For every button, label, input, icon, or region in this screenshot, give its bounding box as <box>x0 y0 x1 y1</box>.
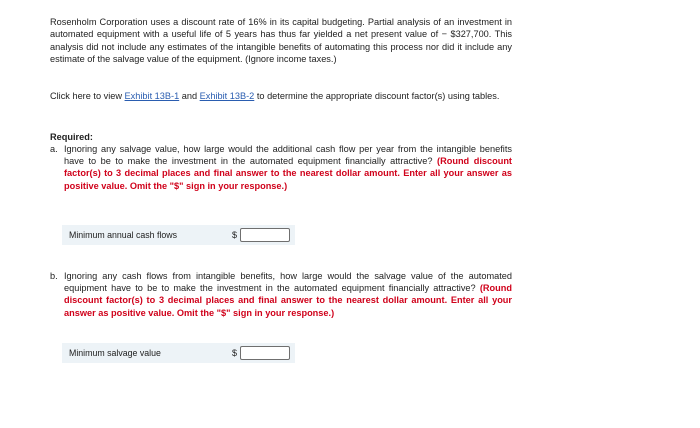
exhibit-middle: and <box>179 90 200 101</box>
question-a <box>50 143 512 192</box>
exhibit-13b-1-link[interactable]: Exhibit 13B-1 <box>124 90 180 101</box>
question-b-instruction: (Round discount factor(s) to 3 decimal places and final answer to the nearest dollar amount. Enter all your answer as positive value. Omit the "$" sign in your response.) <box>64 283 512 318</box>
answer-row-a <box>62 225 295 245</box>
exhibit-13b-2-link[interactable]: Exhibit 13B-2 <box>199 90 255 101</box>
question-a-instruction: (Round discount factor(s) to 3 decimal places and final answer to the nearest dollar amount. Enter all your answer as positive value. Omit the "$" sign in your response.) <box>64 156 512 191</box>
problem-statement: Rosenholm Corporation uses a discount rate of 16% in its capital budgeting. Partial analysis of an investment in automated equipment with a useful life of 5 years has thus far yielded a net present value of − $327,700. This analysis did not include any estimates of the intangible benefits of automating this process nor did it include any estimate of the salvage value of the equipment. (Ignore income taxes.) <box>50 17 512 65</box>
question-b-letter: b. <box>50 271 58 281</box>
question-b-block <box>50 270 512 319</box>
question-b-body <box>64 270 512 319</box>
question-b-text: Ignoring any cash flows from intangible benefits, how large would the salvage value of the automated equipment have to be to make the investment in the automated equipment financially attractive? <box>64 271 512 294</box>
minimum-salvage-value-input[interactable] <box>240 346 290 360</box>
question-a-body <box>64 143 512 192</box>
question-b <box>50 270 512 319</box>
minimum-annual-cash-flows-label: Minimum annual cash flows <box>69 230 178 240</box>
question-a-letter: a. <box>50 144 58 155</box>
minimum-salvage-value-label: Minimum salvage value <box>69 348 161 358</box>
exhibit-suffix: to determine the appropriate discount factor(s) using tables. <box>254 90 500 101</box>
question-a-text: Ignoring any salvage value, how large would the additional cash flow per year from the intangible benefits have to be to make the investment in the automated equipment financially attractive? <box>64 144 512 167</box>
currency-symbol-b: $ <box>231 348 237 358</box>
currency-symbol-a: $ <box>231 230 237 240</box>
exhibit-prefix: Click here to view <box>50 90 125 101</box>
answer-row-b <box>62 343 295 363</box>
exhibit-instructions <box>50 90 512 102</box>
minimum-annual-cash-flows-input[interactable] <box>240 228 290 242</box>
required-heading: Required: <box>50 132 93 143</box>
problem-content <box>50 16 512 192</box>
